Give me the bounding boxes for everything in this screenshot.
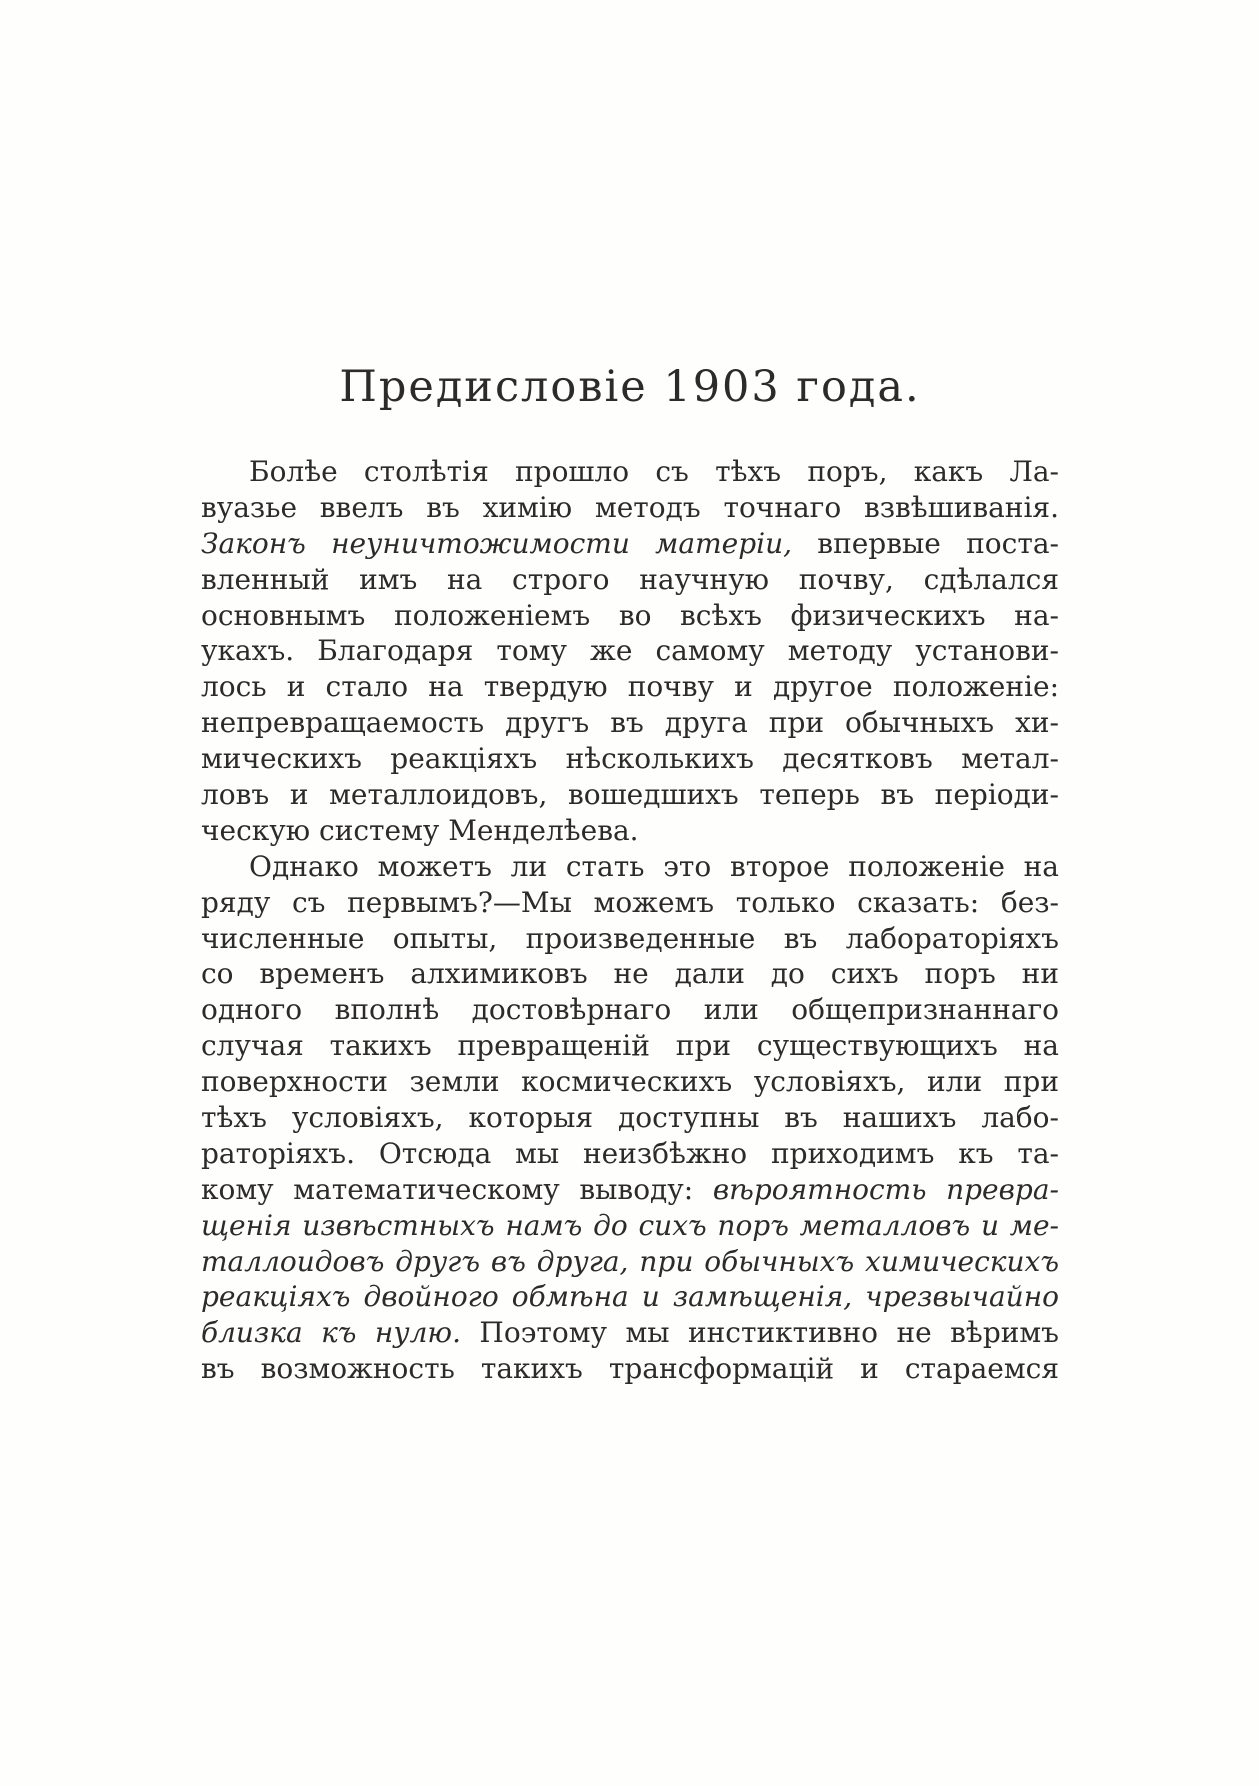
- text-segment: ческую систему Менделѣева.: [201, 813, 639, 847]
- text-segment: ловъ и металлоидовъ, вошедшихъ теперь въ періоди-: [201, 778, 1059, 812]
- italic-text-segment: таллоидовъ другъ въ друга, при обычныхъ химическихъ: [201, 1244, 1059, 1278]
- text-segment: поверхности земли космическихъ условіяхъ, или при: [201, 1065, 1059, 1099]
- text-line: [201, 1208, 1059, 1244]
- text-line: [201, 1279, 1059, 1315]
- italic-text-segment: Законъ неуничтожимости матеріи,: [201, 526, 793, 560]
- text-segment: укахъ. Благодаря тому же самому методу установи-: [201, 634, 1059, 668]
- text-segment: случая такихъ превращеній при существующихъ на: [201, 1029, 1059, 1063]
- text-line: [201, 526, 1059, 562]
- text-segment: одного вполнѣ достовѣрнаго или общепризнаннаго: [201, 993, 1059, 1027]
- text-segment: непревращаемость другъ въ друга при обычныхъ хи-: [201, 706, 1059, 740]
- text-segment: Болѣе столѣтія прошло съ тѣхъ поръ, какъ Ла-: [249, 455, 1059, 488]
- text-line: [201, 1315, 1059, 1351]
- text-segment: впервые поста-: [792, 526, 1059, 560]
- text-segment: со временъ алхимиковъ не дали до сихъ поръ ни: [201, 957, 1059, 991]
- text-segment: въ возможность такихъ трансформацій и стараемся: [201, 1352, 1059, 1386]
- italic-text-segment: реакціяхъ двойного обмѣна и замѣщенія, чрезвычайно: [201, 1280, 1059, 1314]
- text-line: [201, 633, 1059, 669]
- text-line: [201, 741, 1059, 777]
- text-segment: вленный имъ на строго научную почву, сдѣлался: [201, 562, 1059, 596]
- text-line: [201, 1136, 1059, 1172]
- paragraph: [201, 454, 1059, 849]
- text-line: [201, 1064, 1059, 1100]
- text-line: [201, 1100, 1059, 1136]
- text-line: [201, 669, 1059, 705]
- text-segment: Поэтому мы инстиктивно не вѣримъ: [460, 1316, 1059, 1350]
- text-segment: Однако можетъ ли стать это второе положеніе на: [249, 849, 1059, 883]
- text-line: [201, 992, 1059, 1028]
- text-line: [201, 490, 1059, 526]
- text-line: [201, 849, 1059, 885]
- italic-text-segment: вѣроятность превра-: [712, 1172, 1059, 1206]
- text-line: [201, 705, 1059, 741]
- paragraph: [201, 849, 1059, 1387]
- italic-text-segment: близка къ нулю.: [201, 1316, 461, 1350]
- italic-text-segment: щенія извѣстныхъ намъ до сихъ поръ металловъ и ме-: [201, 1208, 1059, 1242]
- text-line: [201, 956, 1059, 992]
- text-segment: мическихъ реакціяхъ нѣсколькихъ десятковъ метал-: [201, 742, 1059, 776]
- text-line: [201, 1028, 1059, 1064]
- text-line: [201, 598, 1059, 634]
- text-segment: раторіяхъ. Отсюда мы неизбѣжно приходимъ къ та-: [201, 1136, 1059, 1170]
- text-segment: лось и стало на твердую почву и другое положеніе:: [201, 670, 1059, 704]
- text-line: [201, 921, 1059, 957]
- text-line: [201, 777, 1059, 813]
- page-title: Предисловіе 1903 года.: [339, 362, 921, 412]
- text-segment: кому математическому выводу:: [201, 1172, 713, 1206]
- text-line: [201, 1244, 1059, 1280]
- text-line: [201, 885, 1059, 921]
- text-line: [201, 813, 1059, 849]
- text-line: [201, 562, 1059, 598]
- text-segment: численные опыты, произведенные въ лабораторіяхъ: [201, 921, 1059, 955]
- text-line: [201, 454, 1059, 490]
- text-block: [201, 362, 1059, 1387]
- text-line: [201, 1172, 1059, 1208]
- paragraphs: [201, 454, 1059, 1387]
- text-segment: ряду съ первымъ?—Мы можемъ только сказать: без-: [201, 885, 1059, 919]
- text-segment: основнымъ положеніемъ во всѣхъ физическихъ на-: [201, 598, 1059, 632]
- text-segment: тѣхъ условіяхъ, которыя доступны въ нашихъ лабо-: [201, 1101, 1059, 1135]
- text-segment: вуазье ввелъ въ химію методъ точнаго взвѣшиванія.: [201, 490, 1059, 524]
- text-line: [201, 1351, 1059, 1387]
